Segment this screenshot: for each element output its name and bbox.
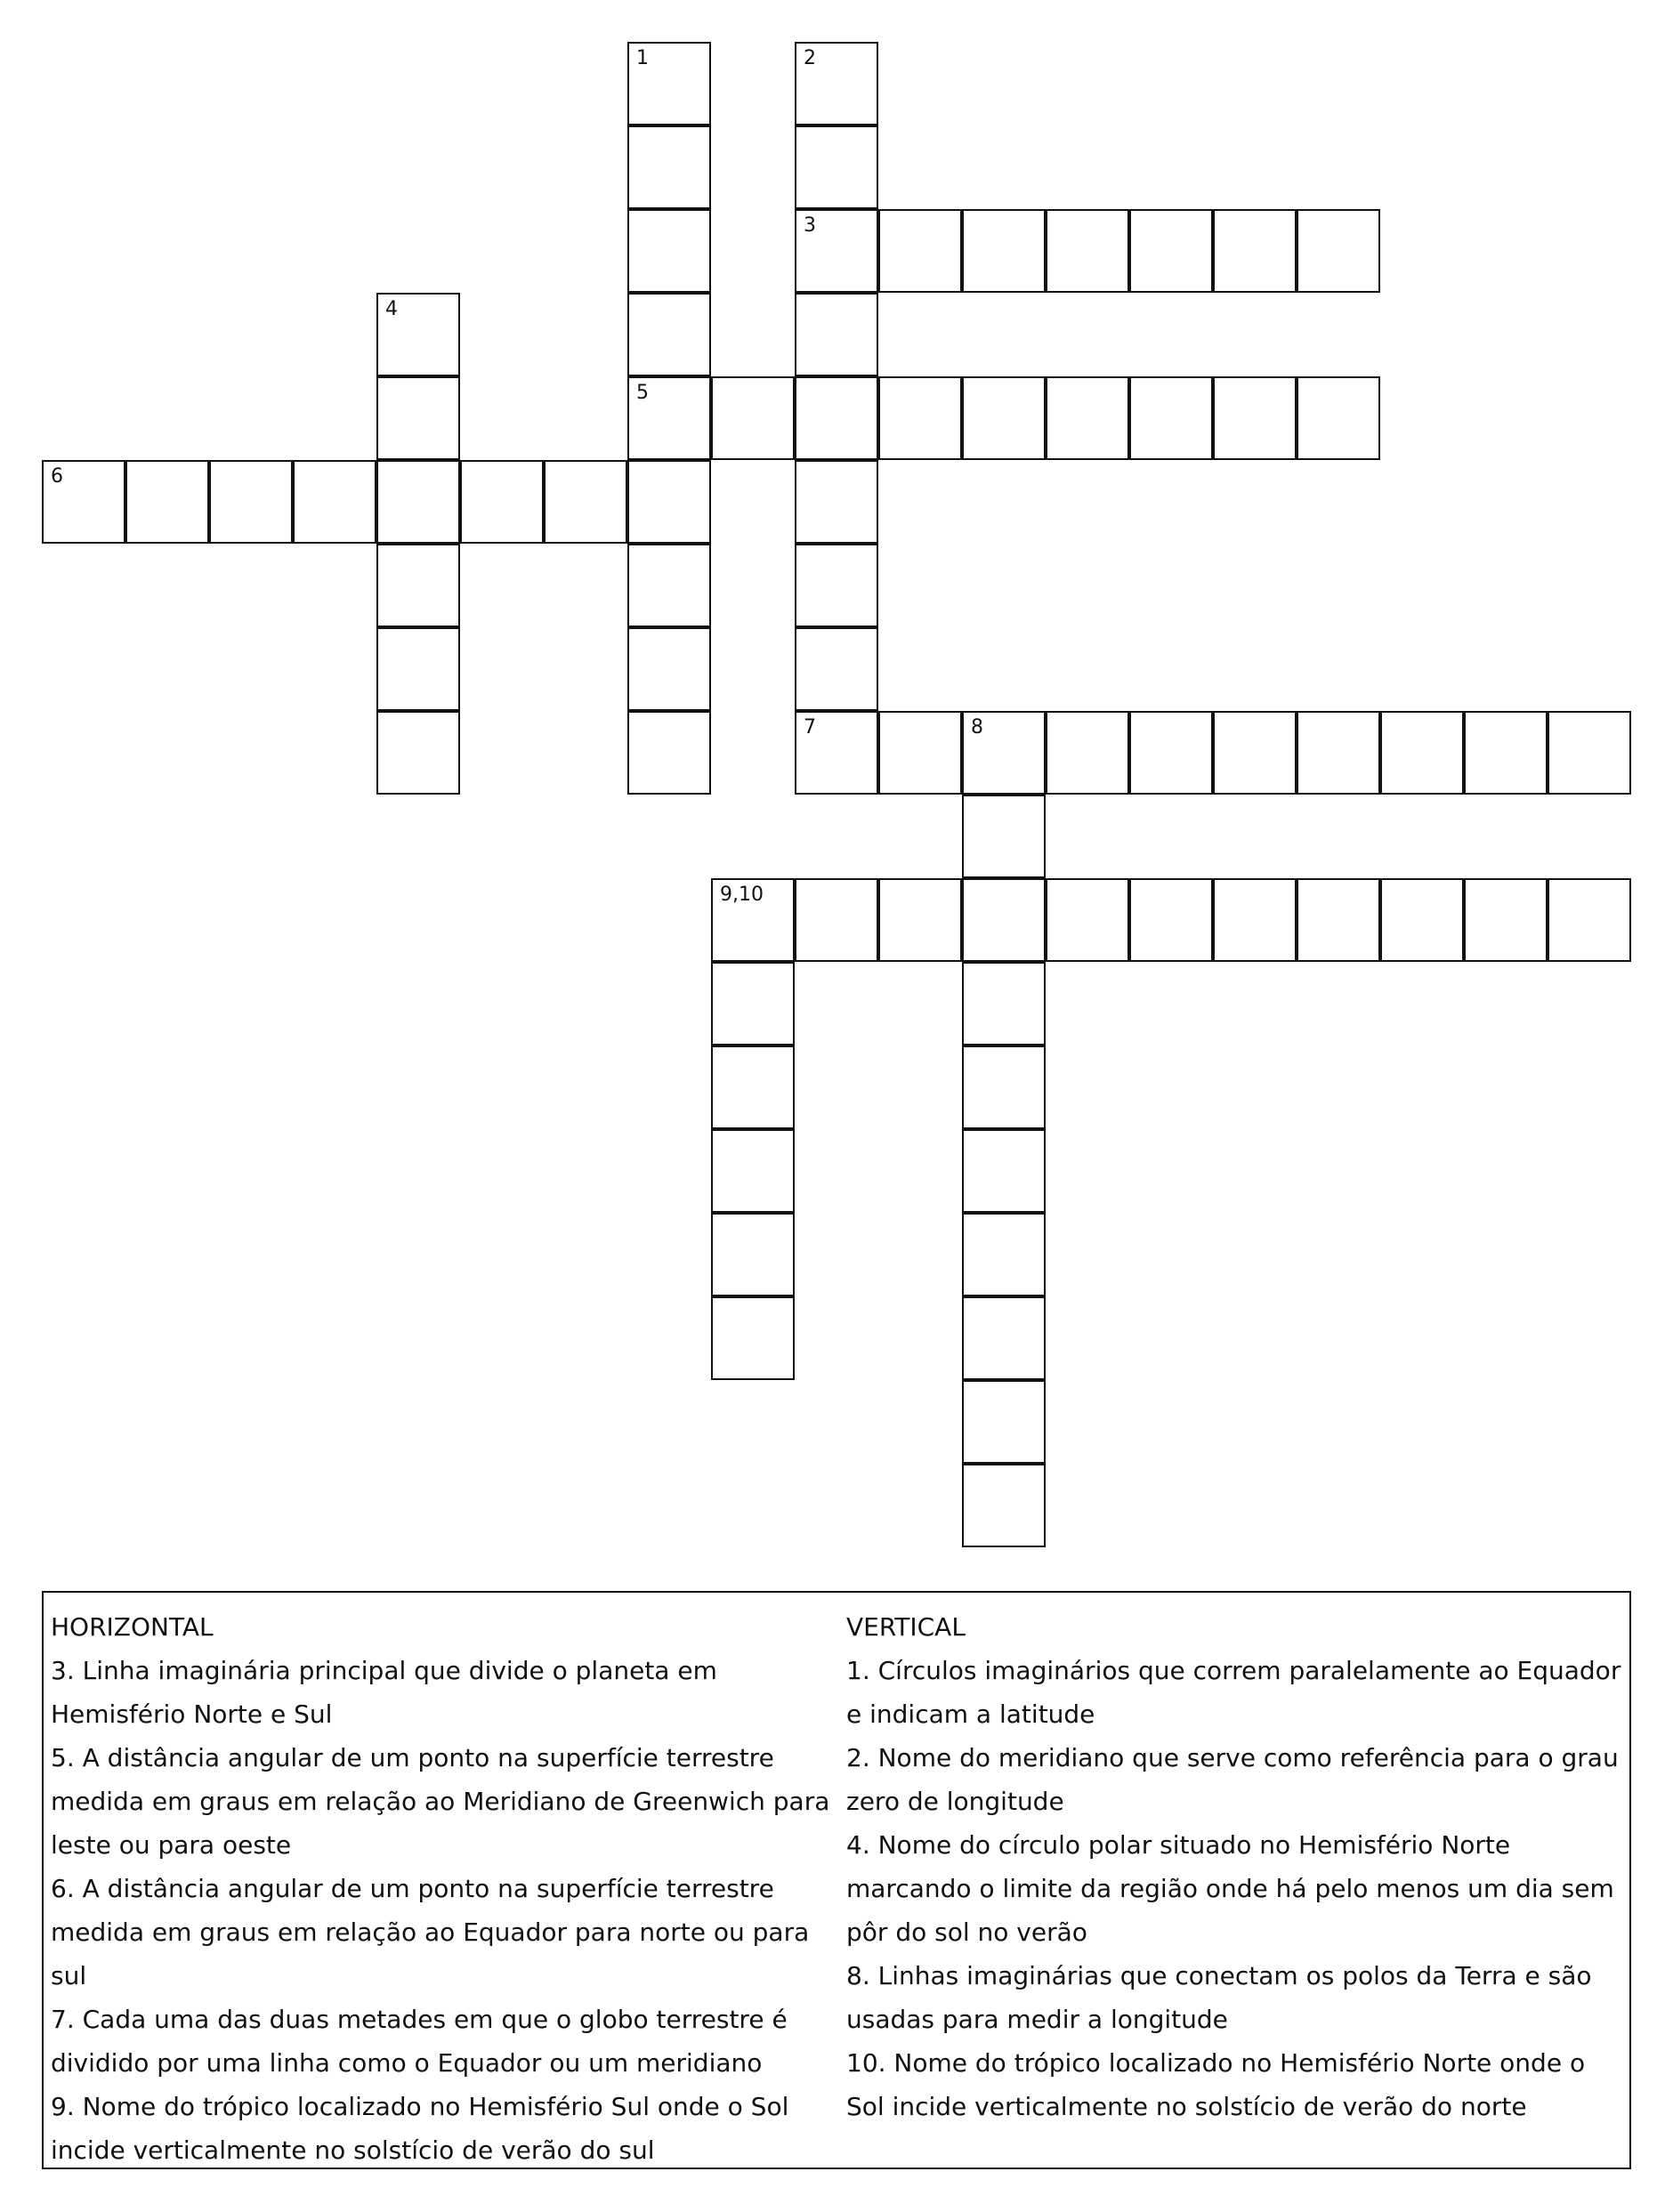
crossword-cell[interactable] xyxy=(795,711,878,795)
clue-number: 1 xyxy=(636,47,649,69)
crossword-cell[interactable] xyxy=(627,460,711,544)
crossword-cell[interactable] xyxy=(376,627,460,711)
crossword-cell[interactable] xyxy=(962,1045,1046,1129)
crossword-cell[interactable] xyxy=(1129,711,1213,795)
clue-number: 8 xyxy=(971,716,983,739)
crossword-cell[interactable] xyxy=(627,209,711,293)
clue-number: 5 xyxy=(636,382,649,404)
crossword-cell[interactable] xyxy=(376,460,460,544)
crossword-cell[interactable] xyxy=(795,627,878,711)
crossword-cell[interactable] xyxy=(1297,209,1380,293)
crossword-cell[interactable] xyxy=(376,293,460,376)
crossword-cell[interactable] xyxy=(1046,209,1129,293)
crossword-cell[interactable] xyxy=(1297,376,1380,460)
crossword-cell[interactable] xyxy=(962,962,1046,1045)
crossword-cell[interactable] xyxy=(962,376,1046,460)
crossword-cell[interactable] xyxy=(795,293,878,376)
crossword-cell[interactable] xyxy=(962,1380,1046,1464)
crossword-cell[interactable] xyxy=(1380,878,1464,962)
crossword-cell[interactable] xyxy=(1046,878,1129,962)
crossword-cell[interactable] xyxy=(795,878,878,962)
clue-h3: 3. Linha imaginária principal que divide o planeta em Hemisfério Norte e Sul xyxy=(51,1656,717,1729)
crossword-cell[interactable] xyxy=(795,209,878,293)
crossword-cell[interactable] xyxy=(376,711,460,795)
crossword-cell[interactable] xyxy=(962,711,1046,795)
crossword-cell[interactable] xyxy=(795,376,878,460)
crossword-cell[interactable] xyxy=(962,1296,1046,1380)
clue-number: 6 xyxy=(51,465,63,488)
crossword-cell[interactable] xyxy=(627,376,711,460)
clue-h5: 5. A distância angular de um ponto na superfície terrestre medida em graus em relação ao Meridiano de Greenwich para leste ou para oeste xyxy=(51,1743,830,1860)
crossword-cell[interactable] xyxy=(1129,878,1213,962)
crossword-cell[interactable] xyxy=(209,460,293,544)
crossword-cell[interactable] xyxy=(1380,711,1464,795)
clue-number: 4 xyxy=(385,298,398,320)
crossword-cell[interactable] xyxy=(962,1213,1046,1296)
crossword-cell[interactable] xyxy=(711,962,795,1045)
crossword-cell[interactable] xyxy=(627,627,711,711)
crossword-cell[interactable] xyxy=(795,42,878,125)
crossword-cell[interactable] xyxy=(1046,711,1129,795)
clue-h6: 6. A distância angular de um ponto na superfície terrestre medida em graus em relação ao Equador para norte ou para sul xyxy=(51,1874,810,1990)
crossword-cell[interactable] xyxy=(878,209,962,293)
crossword-cell[interactable] xyxy=(1297,878,1380,962)
crossword-cell[interactable] xyxy=(1046,376,1129,460)
crossword-cell[interactable] xyxy=(1213,376,1297,460)
clue-number: 7 xyxy=(804,716,816,739)
crossword-cell[interactable] xyxy=(711,878,795,962)
crossword-cell[interactable] xyxy=(711,1213,795,1296)
crossword-cell[interactable] xyxy=(1548,711,1631,795)
crossword-cell[interactable] xyxy=(627,711,711,795)
crossword-cell[interactable] xyxy=(878,711,962,795)
clue-v8: 8. Linhas imaginárias que conectam os polos da Terra e são usadas para medir a longitude xyxy=(846,1961,1592,2034)
crossword-cell[interactable] xyxy=(1129,376,1213,460)
crossword-cell[interactable] xyxy=(711,1296,795,1380)
crossword-cell[interactable] xyxy=(962,878,1046,962)
crossword-cell[interactable] xyxy=(627,125,711,209)
crossword-cell[interactable] xyxy=(1213,711,1297,795)
crossword-cell[interactable] xyxy=(627,544,711,627)
crossword-cell[interactable] xyxy=(795,544,878,627)
crossword-cell[interactable] xyxy=(293,460,376,544)
crossword-cell[interactable] xyxy=(376,376,460,460)
clue-v2: 2. Nome do meridiano que serve como referência para o grau zero de longitude xyxy=(846,1743,1619,1816)
clues-box xyxy=(42,1591,1631,2169)
crossword-cell[interactable] xyxy=(962,1129,1046,1213)
clue-v4: 4. Nome do círculo polar situado no Hemisfério Norte marcando o limite da região onde há pelo menos um dia sem pôr do sol no verão xyxy=(846,1830,1614,1947)
crossword-cell[interactable] xyxy=(711,1045,795,1129)
crossword-cell[interactable] xyxy=(1213,878,1297,962)
crossword-cell[interactable] xyxy=(42,460,125,544)
clue-h9: 9. Nome do trópico localizado no Hemisfério Sul onde o Sol incide verticalmente no solstício de verão do sul xyxy=(51,2092,789,2165)
crossword-cell[interactable] xyxy=(962,1464,1046,1547)
vertical-clues xyxy=(846,1605,1629,2128)
clue-number: 2 xyxy=(804,47,816,69)
crossword-cell[interactable] xyxy=(376,544,460,627)
crossword-cell[interactable] xyxy=(878,878,962,962)
crossword-cell[interactable] xyxy=(1297,711,1380,795)
horizontal-heading: HORIZONTAL xyxy=(51,1612,214,1642)
vertical-heading: VERTICAL xyxy=(846,1612,966,1642)
crossword-cell[interactable] xyxy=(962,795,1046,878)
crossword-cell[interactable] xyxy=(125,460,209,544)
crossword-cell[interactable] xyxy=(460,460,544,544)
crossword-cell[interactable] xyxy=(795,125,878,209)
crossword-cell[interactable] xyxy=(1548,878,1631,962)
clue-v1: 1. Círculos imaginários que correm paralelamente ao Equador e indicam a latitude xyxy=(846,1656,1621,1729)
crossword-cell[interactable] xyxy=(795,460,878,544)
crossword-cell[interactable] xyxy=(627,42,711,125)
crossword-cell[interactable] xyxy=(962,209,1046,293)
crossword-cell[interactable] xyxy=(1129,209,1213,293)
clue-number: 3 xyxy=(804,214,816,237)
horizontal-clues xyxy=(51,1605,834,2172)
clue-h7: 7. Cada uma das duas metades em que o globo terrestre é dividido por uma linha como o Equador ou um meridiano xyxy=(51,2005,788,2078)
crossword-cell[interactable] xyxy=(544,460,627,544)
crossword-cell[interactable] xyxy=(1464,711,1548,795)
crossword-cell[interactable] xyxy=(627,293,711,376)
clue-v10: 10. Nome do trópico localizado no Hemisfério Norte onde o Sol incide verticalmente no solstício de verão do norte xyxy=(846,2048,1586,2121)
crossword-cell[interactable] xyxy=(878,376,962,460)
crossword-cell[interactable] xyxy=(711,376,795,460)
crossword-cell[interactable] xyxy=(711,1129,795,1213)
crossword-cell[interactable] xyxy=(1213,209,1297,293)
clue-number: 9,10 xyxy=(720,884,764,906)
crossword-cell[interactable] xyxy=(1464,878,1548,962)
